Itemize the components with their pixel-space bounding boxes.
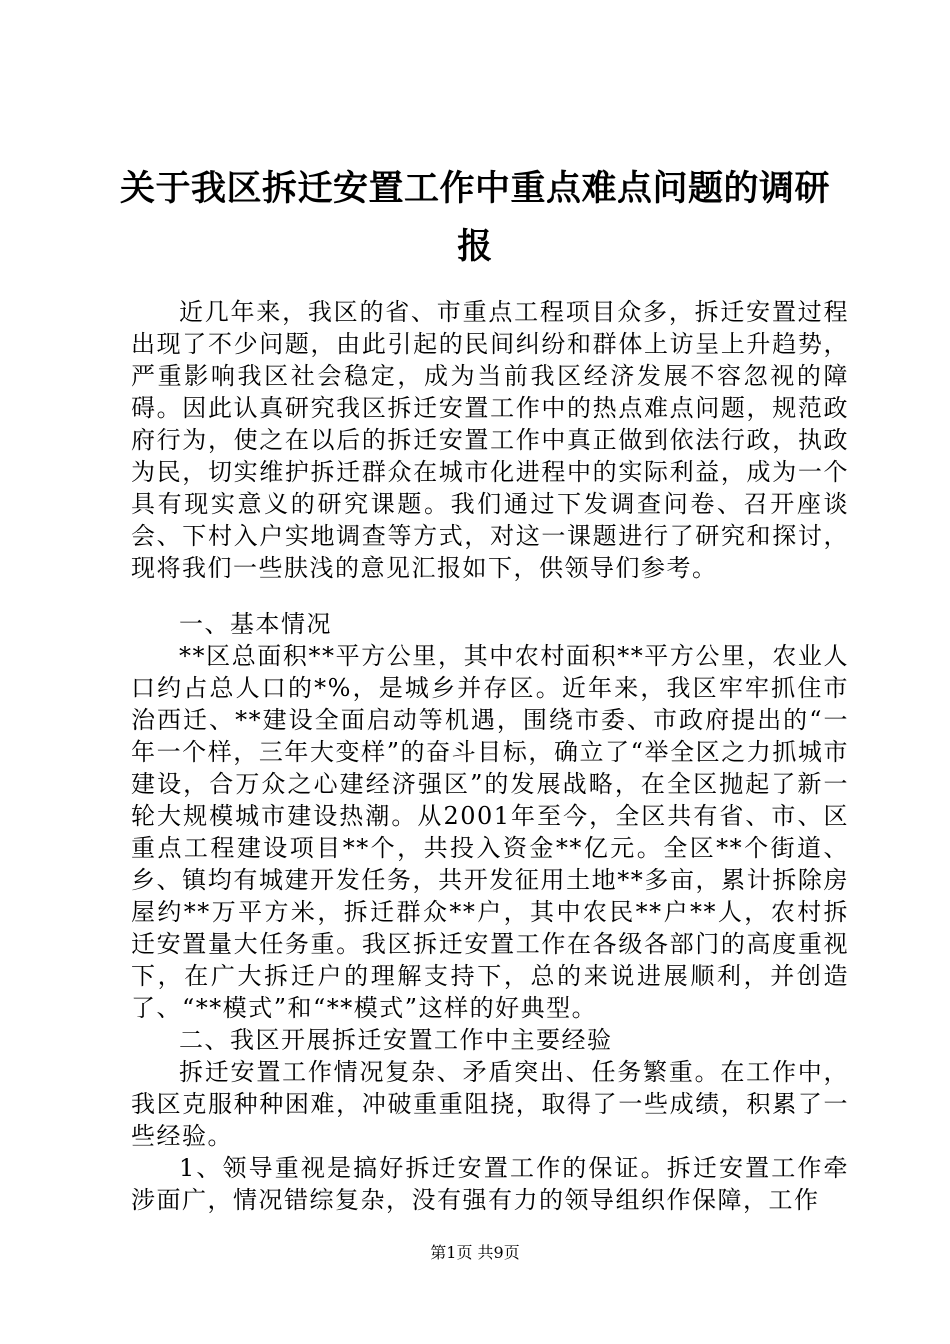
main-experience-paragraph: 拆迁安置工作情况复杂、矛盾突出、任务繁重。在工作中，我区克服种种困难，冲破重重阻挠，取得了一些成绩，积累了一些经验。 [131, 1058, 849, 1150]
document-body [131, 296, 849, 1216]
section-heading-main-experience: 二、我区开展拆迁安置工作中主要经验 [179, 1026, 613, 1054]
document-title: 关于我区拆迁安置工作中重点难点问题的调研报 [120, 168, 831, 267]
intro-paragraph: 近几年来，我区的省、市重点工程项目众多，拆迁安置过程出现了不少问题，由此引起的民间纠纷和群体上访呈上升趋势，严重影响我区社会稳定，成为当前我区经济发展不容忽视的障碍。因此认真研究我区拆迁安置工作中的热点难点问题，规范政府行为，使之在以后的拆迁安置工作中真正做到依法行政，执政为民，切实维护拆迁群众在城市化进程中的实际利益，成为一个具有现实意义的研究课题。我们通过下发调查问卷、召开座谈会、下村入户实地调查等方式，对这一课题进行了研究和探讨，现将我们一些肤浅的意见汇报如下，供领导们参考。 [131, 298, 849, 582]
page-number: 第1页 共9页 [430, 1243, 520, 1262]
basic-situation-paragraph: **区总面积**平方公里，其中农村面积**平方公里，农业人口约占总人口的*%，是城乡并存区。近年来，我区牢牢抓住市治西迁、**建设全面启动等机遇，围绕市委、市政府提出的“一年一个样，三年大变样”的奋斗目标，确立了“举全区之力抓城市建设，合万众之心建经济强区”的发展战略，在全区抛起了新一轮大规模城市建设热潮。从2001年至今，全区共有省、市、区重点工程建设项目**个，共投入资金**亿元。全区**个街道、乡、镇均有城建开发任务，共开发征用土地**多亩，累计拆除房屋约**万平方米，拆迁群众**户，其中农民**户**人，农村拆迁安置量大任务重。我区拆迁安置工作在各级各部门的高度重视下，在广大拆迁户的理解支持下，总的来说进展顺利，并创造了、“**模式”和“**模式”这样的好典型。 [131, 642, 849, 1022]
section-heading-basic-situation: 一、基本情况 [179, 610, 332, 638]
leadership-paragraph: 1、领导重视是搞好拆迁安置工作的保证。拆迁安置工作牵涉面广，情况错综复杂，没有强有力的领导组织作保障，工作 [131, 1154, 849, 1214]
paragraph-gap [131, 584, 849, 608]
